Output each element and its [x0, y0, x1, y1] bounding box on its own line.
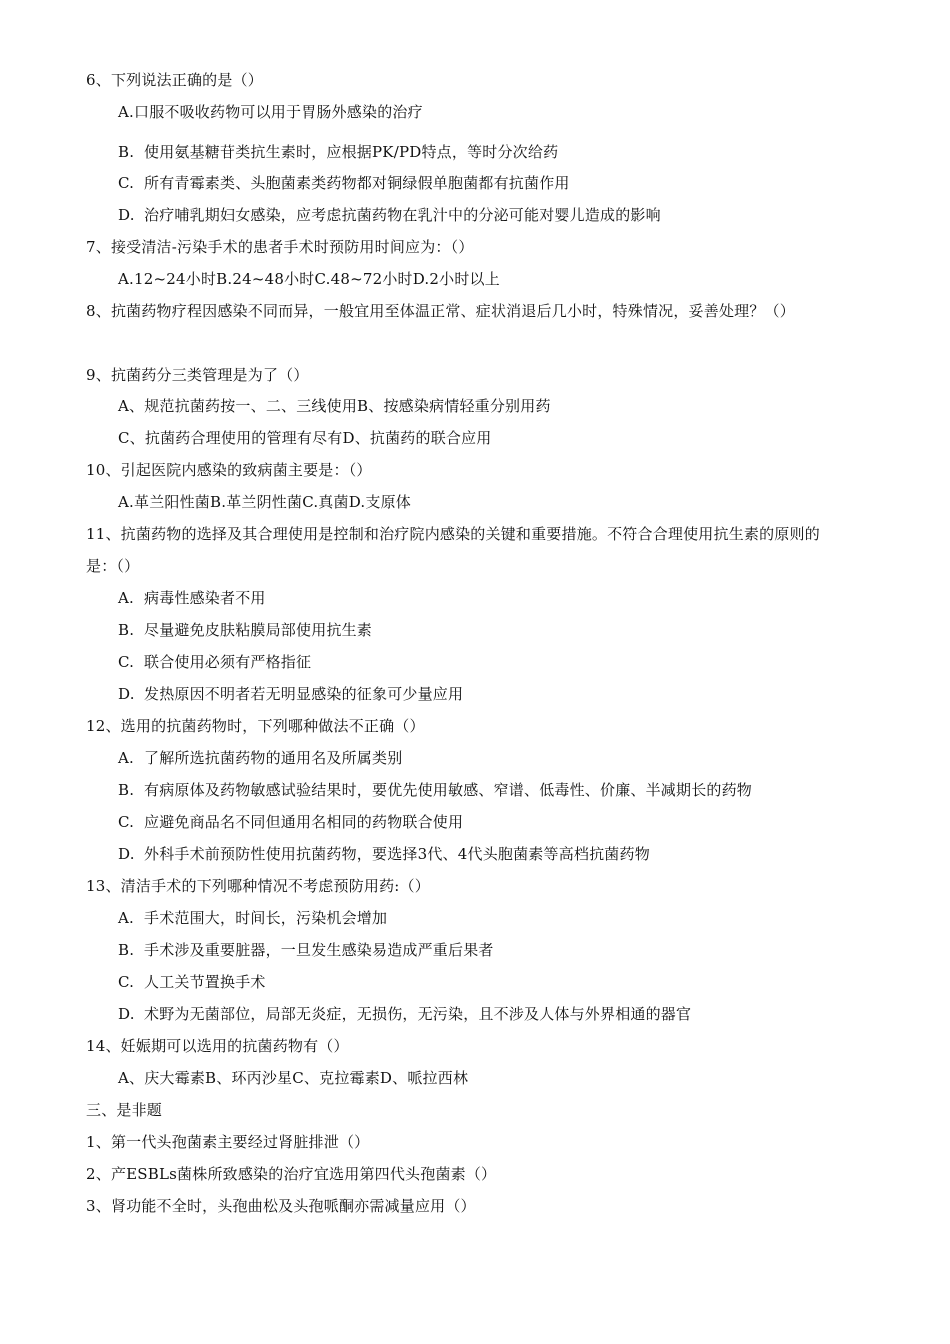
option-tag: C. — [118, 174, 135, 192]
question-11-option-b — [118, 620, 372, 640]
option-text: 有病原体及药物敏感试验结果时，要优先使用敏感、窄谱、低毒性、价廉、半减期长的药物 — [144, 781, 753, 799]
option-tag: A. — [118, 749, 135, 767]
option-tag: B. — [118, 941, 135, 959]
question-13-option-b — [118, 940, 494, 960]
question-9-options-ab: A、规范抗菌药按一、二、三线使用B、按感染病情轻重分别用药 — [118, 397, 551, 415]
question-11-option-a — [118, 588, 266, 608]
option-tag: C. — [118, 973, 135, 991]
question-9-stem: 9、抗菌药分三类管理是为了（） — [86, 366, 309, 384]
question-11-option-d — [118, 684, 463, 704]
option-tag: C. — [118, 813, 135, 831]
option-text: 发热原因不明者若无明显感染的征象可少量应用 — [144, 685, 464, 703]
option-text: 了解所选抗菌药物的通用名及所属类别 — [144, 749, 403, 767]
option-text: 人工关节置换手术 — [144, 973, 266, 991]
option-text: 手术涉及重要脏器，一旦发生感染易造成严重后果者 — [144, 941, 494, 959]
question-12-option-d — [118, 844, 650, 864]
question-13-option-d — [118, 1004, 691, 1024]
option-text: 尽量避免皮肤粘膜局部使用抗生素 — [144, 621, 373, 639]
question-13-stem: 13、清洁手术的下列哪种情况不考虑预防用药:（） — [86, 877, 430, 895]
option-tag: B. — [118, 621, 135, 639]
question-14-options: A、庆大霉素B、环丙沙星C、克拉霉素D、哌拉西林 — [118, 1069, 469, 1087]
option-text: 外科手术前预防性使用抗菌药物，要选择3代、4代头胞菌素等高档抗菌药物 — [144, 845, 650, 863]
option-text: 术野为无菌部位，局部无炎症，无损伤，无污染，且不涉及人体与外界相通的器官 — [144, 1005, 692, 1023]
question-12-option-c — [118, 812, 463, 832]
option-tag: D. — [118, 206, 135, 224]
question-12-option-a — [118, 748, 402, 768]
option-text: 手术范围大，时间长，污染机会增加 — [144, 909, 388, 927]
question-11-stem-line2: 是：（） — [86, 557, 140, 575]
question-7-stem: 7、接受清洁-污染手术的患者手术时预防用时间应为：（） — [86, 238, 474, 256]
option-text: 病毒性感染者不用 — [144, 589, 266, 607]
option-tag: D. — [118, 845, 135, 863]
true-false-item-3: 3、肾功能不全时，头孢曲松及头孢哌酮亦需减量应用（） — [86, 1197, 476, 1215]
true-false-item-2: 2、产ESBLs菌株所致感染的治疗宜选用第四代头孢菌素（） — [86, 1165, 497, 1183]
option-tag: B. — [118, 143, 135, 161]
option-tag: A. — [118, 589, 135, 607]
question-12-stem: 12、选用的抗菌药物时，下列哪种做法不正确（） — [86, 717, 425, 735]
question-10-options: A.革兰阳性菌B.革兰阴性菌C.真菌D.支原体 — [118, 493, 411, 511]
question-13-option-c — [118, 972, 266, 992]
option-tag: C. — [118, 653, 135, 671]
option-tag: D. — [118, 685, 135, 703]
section-3-title: 三、是非题 — [86, 1101, 163, 1119]
question-6-option-c — [118, 173, 570, 193]
question-9-options-cd: C、抗菌药合理使用的管理有尽有D、抗菌药的联合应用 — [118, 429, 492, 447]
question-11-option-c — [118, 652, 311, 672]
question-11-stem-line1: 11、抗菌药物的选择及其合理使用是控制和治疗院内感染的关键和重要措施。不符合合理使用抗生素的原则的 — [86, 525, 820, 543]
option-text: 所有青霉素类、头胞菌素类药物都对铜绿假单胞菌都有抗菌作用 — [144, 174, 570, 192]
option-text: 联合使用必须有严格指征 — [144, 653, 312, 671]
option-text: 治疗哺乳期妇女感染，应考虑抗菌药物在乳汁中的分泌可能对婴儿造成的影响 — [144, 206, 661, 224]
option-tag: B. — [118, 781, 135, 799]
question-6-option-b — [118, 142, 558, 162]
true-false-item-1: 1、第一代头孢菌素主要经过肾脏排泄（） — [86, 1133, 370, 1151]
option-text: 使用氨基糖苷类抗生素时，应根据PK/PD特点，等时分次给药 — [144, 143, 559, 161]
question-6-option-d — [118, 205, 661, 225]
question-10-stem: 10、引起医院内感染的致病菌主要是：（） — [86, 461, 372, 479]
option-tag: D. — [118, 1005, 135, 1023]
option-tag: A. — [118, 909, 135, 927]
question-6-option-a: A.口服不吸收药物可以用于胃肠外感染的治疗 — [118, 103, 423, 121]
option-text: 应避免商品名不同但通用名相同的药物联合使用 — [144, 813, 464, 831]
question-6-stem: 6、下列说法正确的是（） — [86, 71, 263, 89]
question-12-option-b — [118, 780, 752, 800]
question-13-option-a — [118, 908, 387, 928]
question-14-stem: 14、妊娠期可以选用的抗菌药物有（） — [86, 1037, 349, 1055]
question-7-options: A.12~24小时B.24~48小时C.48~72小时D.2小时以上 — [118, 270, 500, 288]
question-8-stem: 8、抗菌药物疗程因感染不同而异，一般宜用至体温正常、症状消退后几小时，特殊情况，妥善处理？（） — [86, 302, 795, 320]
